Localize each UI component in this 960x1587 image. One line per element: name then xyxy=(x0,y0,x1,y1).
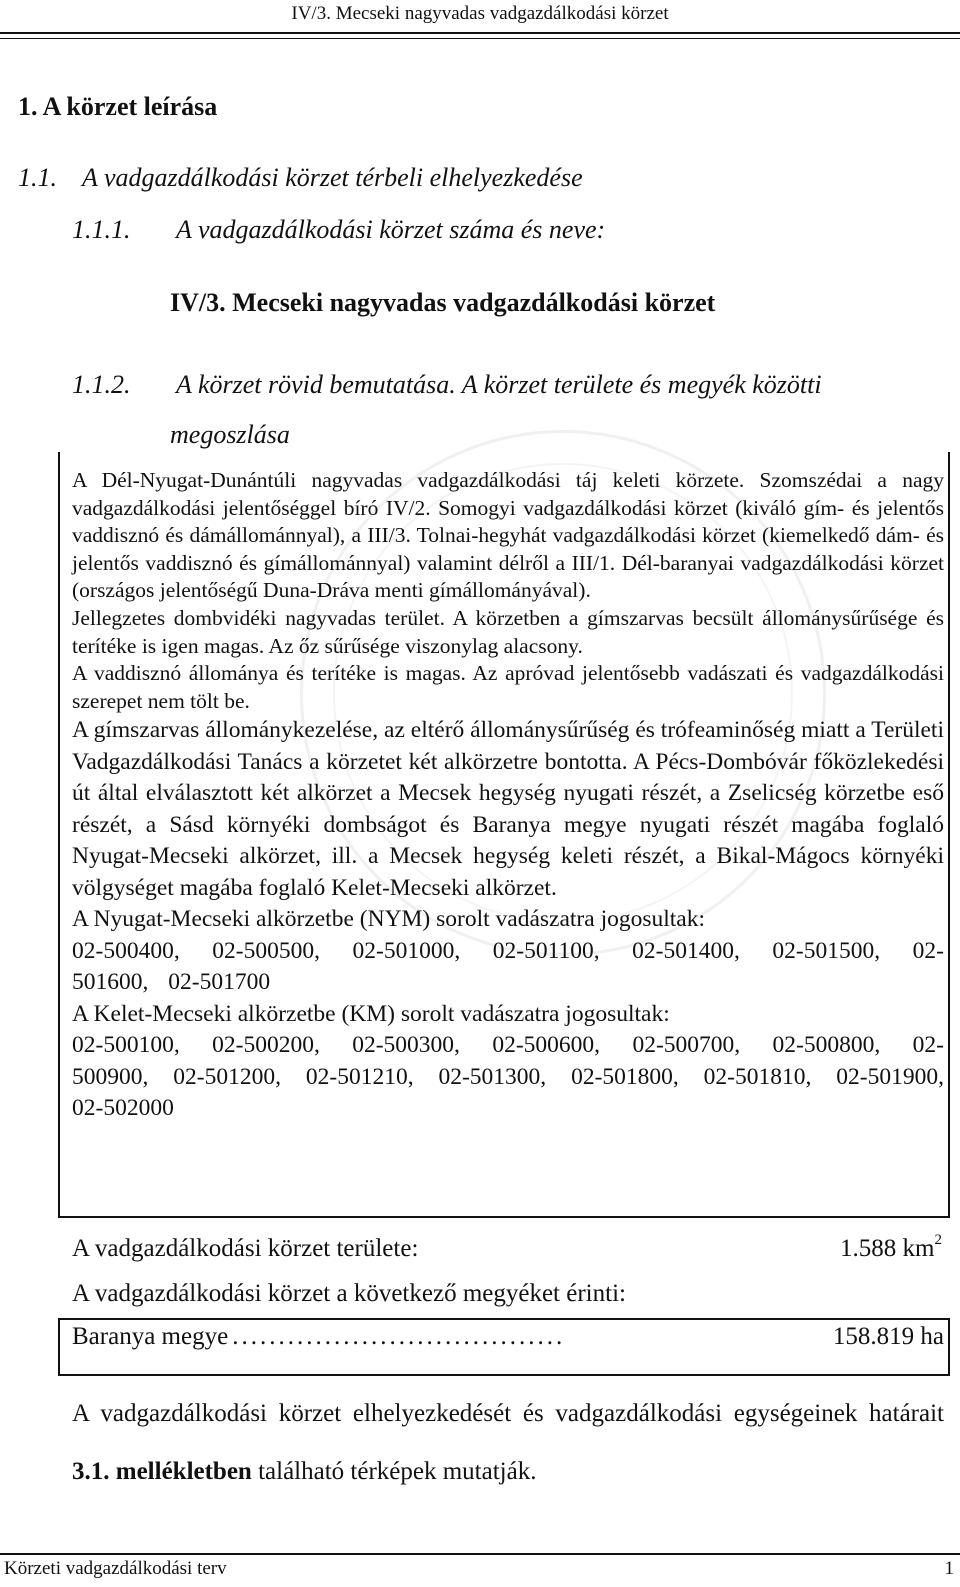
section-number: 1.1.2. xyxy=(72,370,131,399)
section-title-continued: megoszlása xyxy=(170,420,290,449)
section-title: A körzet rövid bemutatása. A körzet területe és megyék közötti xyxy=(176,370,822,399)
area-number: 1.588 km xyxy=(840,1235,935,1262)
paragraph-subdistricts: A gímszarvas állománykezelése, az eltérő állománysűrűség és trófeaminőség miatt a Területi Vadgazdálkodási Tanács a körzetet két alkörzetre bontotta. A Pécs-Dombóvár főközlekedési út által elválasztott két alkörzet a Mecsek hegység nyugati részét, a Zselicség körzetbe eső részét, a Sásd környéki dombságot és Baranya megye nyugati részét magába foglaló Nyugat-Mecseki alkörzet, ill. a Mecsek hegység keleti részét, a Bikal-Mágocs környéki völgységet magába foglaló Kelet-Mecseki alkörzet. xyxy=(72,717,944,901)
section-number: 1.1. xyxy=(18,163,57,192)
county-name: Baranya megye xyxy=(72,1323,229,1350)
section-heading-1-1-2 xyxy=(72,370,822,400)
county-leader-dots: .................................... xyxy=(232,1323,566,1350)
district-name: IV/3. Mecseki nagyvadas vadgazdálkodási körzet xyxy=(170,288,716,317)
header-title: IV/3. Mecseki nagyvadas vadgazdálkodási körzet xyxy=(291,3,669,24)
km-title: A Kelet-Mecseki alkörzetbe (KM) sorolt vadászatra jogosultak: xyxy=(72,1000,670,1027)
paragraph-character: Jellegzetes dombvidéki nagyvadas terület. A körzetben a gímszarvas becsült állománysűrűsége és terítéke is igen magas. Az őz sűrűsége viszonylag alacsony. xyxy=(72,605,944,658)
closing-text-start: A vadgazdálkodási körzet elhelyezkedését és vadgazdálkodási egységeinek határait xyxy=(72,1400,944,1427)
county-area: 158.819 ha xyxy=(832,1323,944,1350)
section-title: A vadgazdálkodási körzet térbeli elhelyezkedése xyxy=(82,163,583,192)
footer-rule xyxy=(0,1553,960,1555)
header-rule xyxy=(0,32,960,39)
section-heading-1-1 xyxy=(18,163,583,193)
area-label: A vadgazdálkodási körzet területe: xyxy=(72,1235,419,1262)
page-number: 1 xyxy=(944,1558,954,1579)
annex-reference: 3.1. mellékletben xyxy=(72,1458,252,1485)
closing-text-end: található térképek mutatják. xyxy=(251,1458,537,1485)
county-row xyxy=(72,1323,944,1363)
area-value xyxy=(840,1232,942,1263)
closing-paragraph xyxy=(72,1385,944,1501)
section-heading-1-1-1 xyxy=(72,215,605,245)
paragraph-neighbors: A Dél-Nyugat-Dunántúli nagyvadas vadgazdálkodási táj keleti körzete. Szomszédai a nagy vadgazdálkodási jelentőséggel bíró IV/2. Somogyi vadgazdálkodási körzet (kiváló gím- és jelentős vaddisznó és dámállománnyal), a III/3. Tolnai-hegyhát vadgazdálkodási körzet (kiemelkedő dám- és jelentős vaddisznó és gímállománnyal) valamint délről a III/1. Dél-baranyai vadgazdálkodási körzet (országos jelentőségű Duna-Dráva menti gímállományával). xyxy=(72,468,944,603)
section-number: 1.1.1. xyxy=(72,215,131,244)
area-unit-exponent: 2 xyxy=(934,1232,942,1248)
nym-codes: 02-500400, 02-500500, 02-501000, 02-501100, 02-501400, 02-501500, 02-501600, 02-501700 xyxy=(72,937,944,996)
counties-label: A vadgazdálkodási körzet a következő megyéket érinti: xyxy=(72,1280,626,1307)
section-title: A vadgazdálkodási körzet száma és neve: xyxy=(176,215,606,244)
section-heading-1: 1. A körzet leírása xyxy=(18,92,218,121)
nym-title: A Nyugat-Mecseki alkörzetbe (NYM) sorolt vadászatra jogosultak: xyxy=(72,906,706,933)
km-codes: 02-500100, 02-500200, 02-500300, 02-500600, 02-500700, 02-500800, 02-500900, 02-501200, 02-501210, 02-501300, 02-501800, 02-501810, 02-501900, 02-502000 xyxy=(72,1032,944,1122)
paragraph-boar: A vaddisznó állománya és terítéke is magas. Az apróvad jelentősebb vadászati és vadgazdálkodási szerepet nem tölt be. xyxy=(72,661,944,713)
footer-title: Körzeti vadgazdálkodási terv xyxy=(4,1558,227,1579)
description-text xyxy=(72,467,944,1125)
